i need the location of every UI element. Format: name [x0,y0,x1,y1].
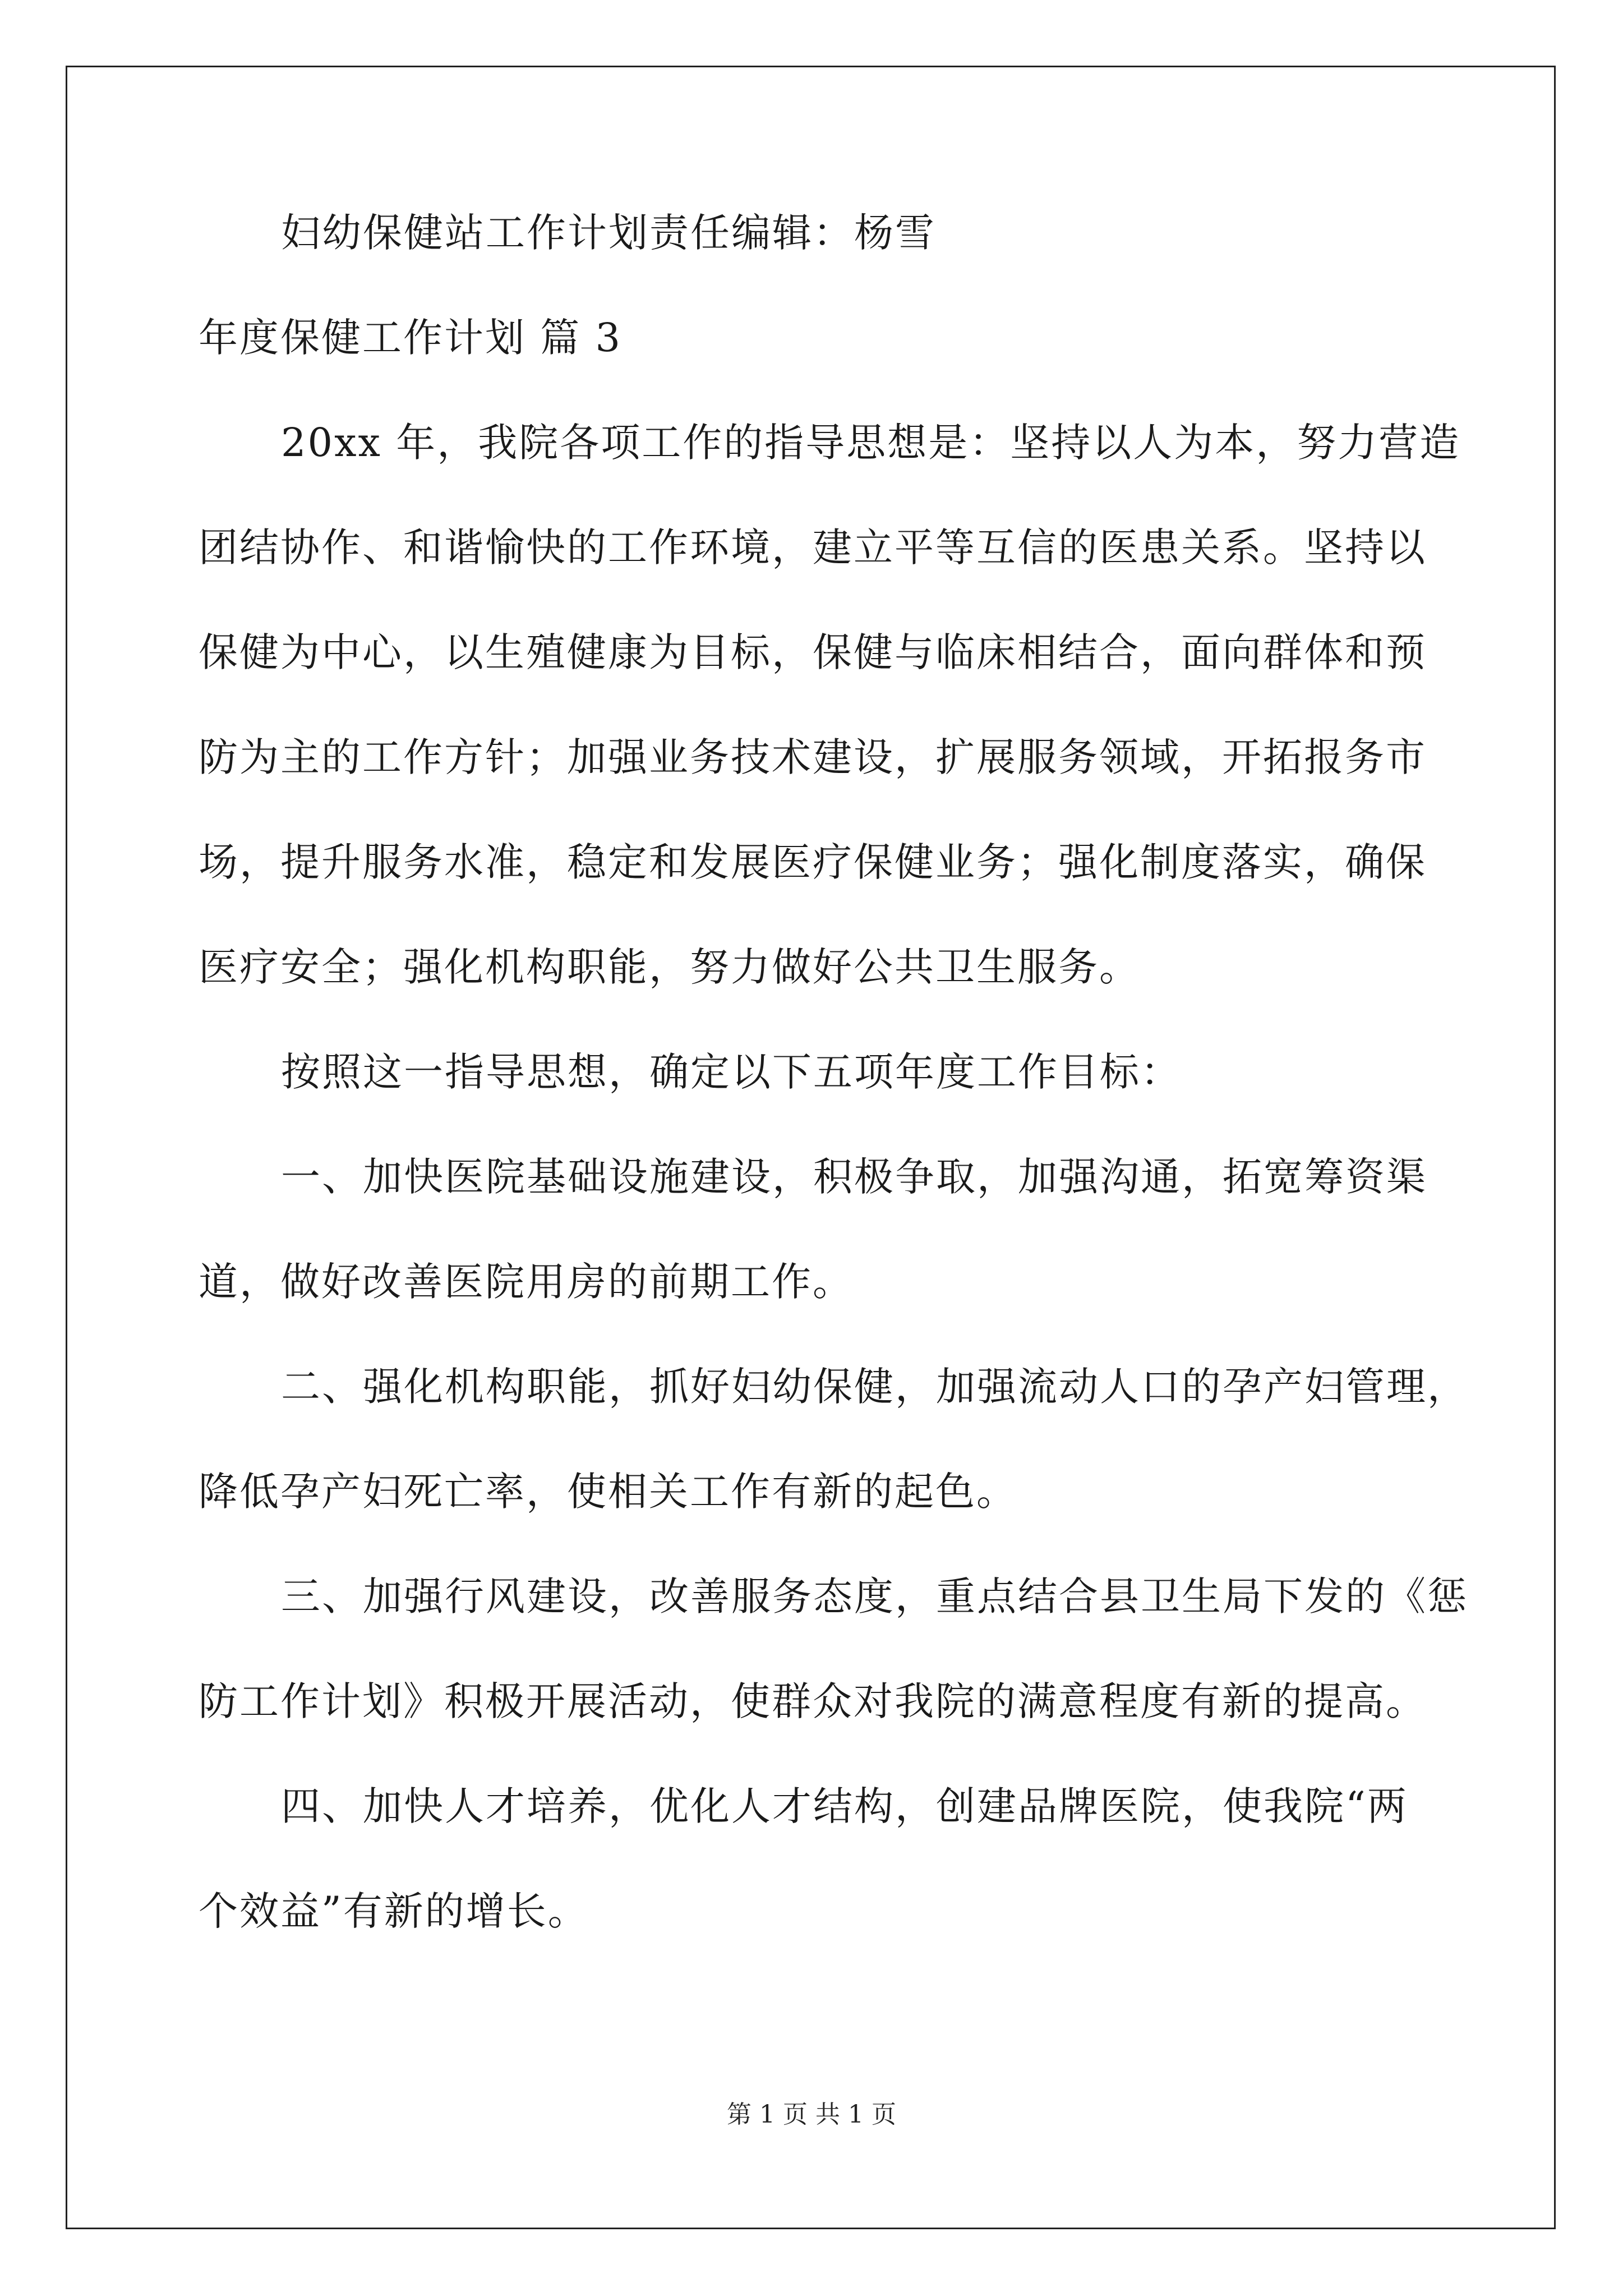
paragraph-line: 三、加强行风建设，改善服务态度，重点结合县卫生局下发的《惩 [281,1573,1468,1619]
paragraph-line: 防工作计划》积极开展活动，使群众对我院的满意程度有新的提高。 [199,1678,1427,1724]
paragraph-line: 道，做好改善医院用房的前期工作。 [199,1259,854,1305]
paragraph-line: 一、加快医院基础设施建设，积极争取，加强沟通，拓宽筹资渠 [281,1154,1427,1200]
paragraph-line: 按照这一指导思想，确定以下五项年度工作目标： [281,1049,1182,1095]
section-heading: 年度保健工作计划 篇 3 [199,315,623,361]
paragraph-line: 降低孕产妇死亡率，使相关工作有新的起色。 [199,1469,1017,1515]
paragraph-line: 团结协作、和谐愉快的工作环境，建立平等互信的医患关系。坚持以 [199,524,1427,570]
paragraph-line: 防为主的工作方针；加强业务技术建设，扩展服务领域，开拓报务市 [199,734,1427,780]
paragraph-line: 四、加快人才培养，优化人才结构，创建品牌医院，使我院“两 [281,1783,1408,1829]
paragraph-line: 医疗安全；强化机构职能，努力做好公共卫生服务。 [199,944,1140,990]
paragraph-line: 个效益”有新的增长。 [199,1888,589,1934]
editor-line: 妇幼保健站工作计划责任编辑：杨雪 [281,210,936,256]
page-number-footer: 第 1 页 共 1 页 [727,2100,896,2129]
paragraph-line: 保健为中心，以生殖健康为目标，保健与临床相结合，面向群体和预 [199,629,1427,675]
paragraph-line: 二、强化机构职能，抓好妇幼保健，加强流动人口的孕产妇管理， [281,1364,1468,1410]
paragraph-line: 20xx 年，我院各项工作的指导思想是：坚持以人为本，努力营造 [281,420,1461,466]
paragraph-line: 场，提升服务水准，稳定和发展医疗保健业务；强化制度落实，确保 [199,839,1427,885]
